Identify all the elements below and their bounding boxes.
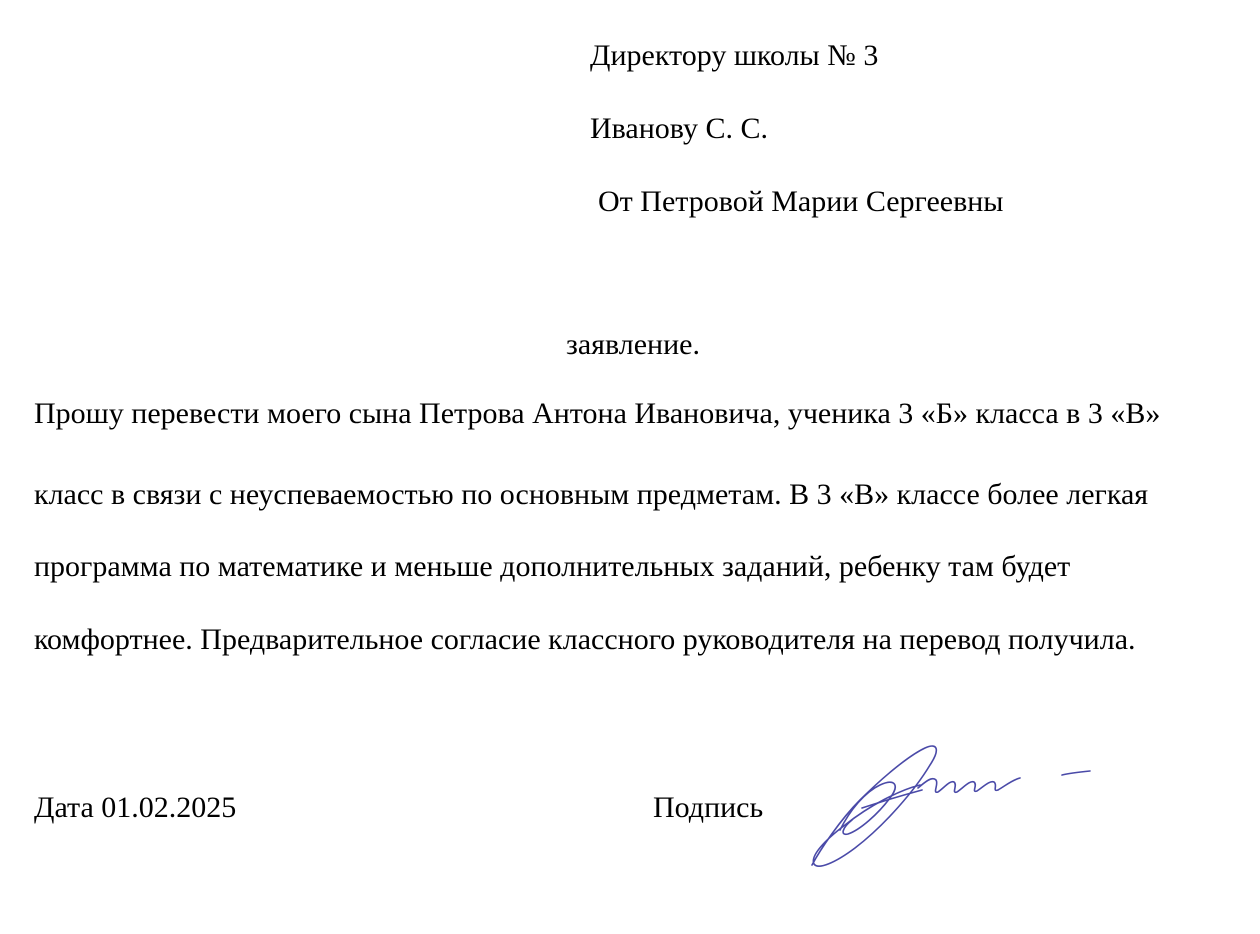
- body-line: комфортнее. Предварительное согласие классного руководителя на перевод получила.: [34, 623, 1136, 656]
- signature-label: Подпись: [653, 791, 764, 824]
- recipient-name: Иванову С. С.: [590, 112, 768, 145]
- document-title: заявление.: [566, 328, 700, 361]
- body-line: программа по математике и меньше дополнительных заданий, ребенку там будет: [34, 550, 1071, 583]
- body-line: класс в связи с неуспеваемостью по основным предметам. В 3 «В» классе более легкая: [34, 478, 1149, 511]
- recipient-title: Директору школы № 3: [590, 39, 879, 72]
- date-label: Дата 01.02.2025: [34, 791, 237, 824]
- body-line: Прошу перевести моего сына Петрова Антона Ивановича, ученика 3 «Б» класса в 3 «В»: [34, 397, 1161, 430]
- handwritten-signature: [800, 730, 1100, 875]
- sender-name: От Петровой Марии Сергеевны: [598, 185, 1004, 218]
